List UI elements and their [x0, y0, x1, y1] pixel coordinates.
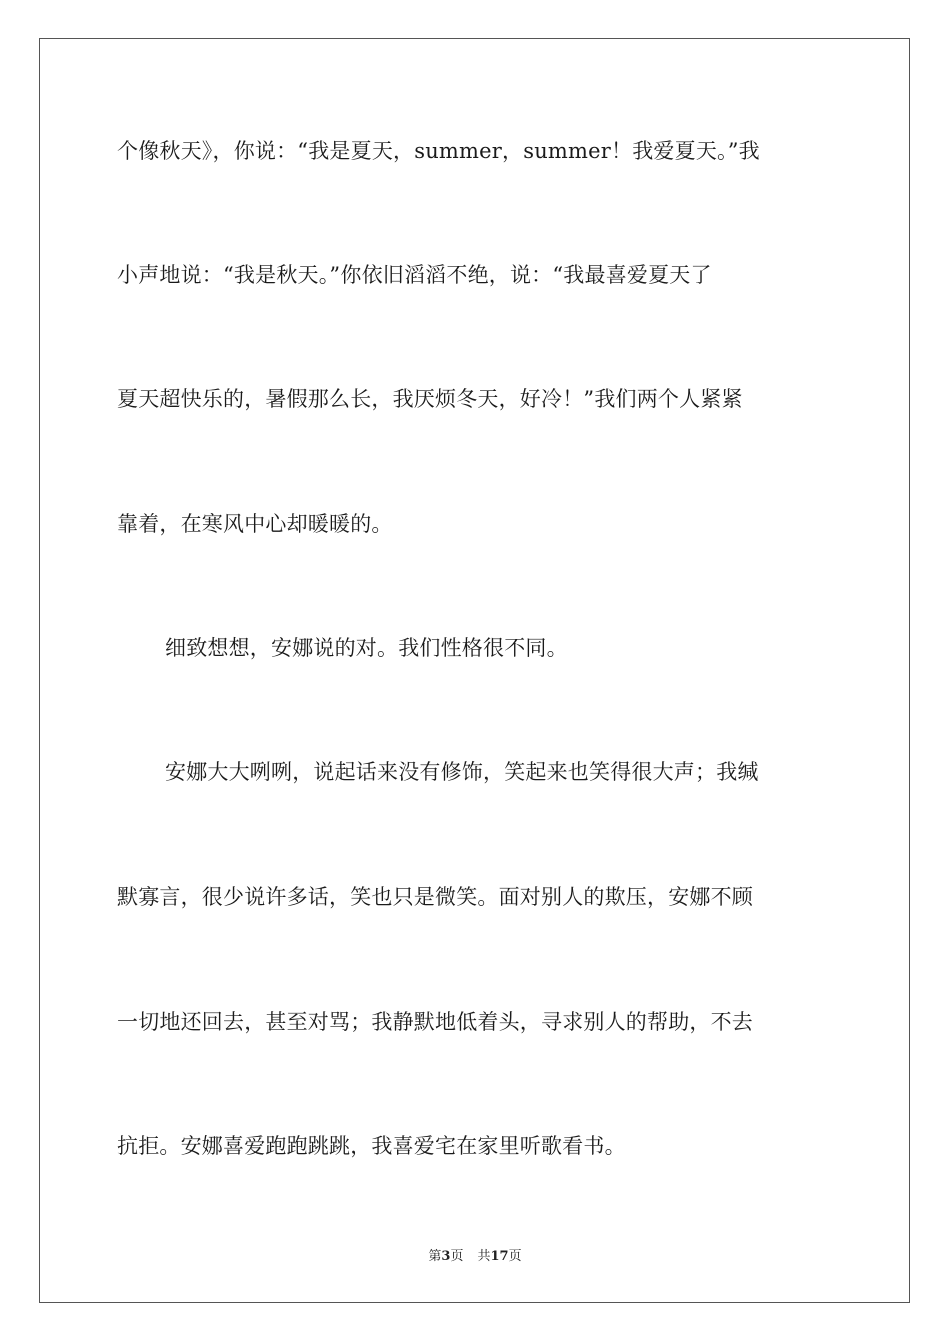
page-border [39, 38, 910, 1303]
paragraph-line-6: 安娜大大咧咧，说起话来没有修饰，笑起来也笑得很大声；我缄 [165, 760, 759, 784]
paragraph-line-9: 抗拒。安娜喜爱跑跑跳跳，我喜爱宅在家里听歌看书。 [117, 1134, 626, 1158]
paragraph-line-3: 夏天超快乐的，暑假那么长，我厌烦冬天，好冷！”我们两个人紧紧 [117, 387, 743, 411]
paragraph-line-8: 一切地还回去，甚至对骂；我静默地低着头，寻求别人的帮助，不去 [117, 1010, 753, 1034]
page-footer [0, 1248, 950, 1266]
page-number: 3 [441, 1249, 451, 1264]
paragraph-line-4: 靠着，在寒风中心却暖暖的。 [117, 512, 393, 536]
total-prefix: 共 [477, 1249, 491, 1264]
page-prefix: 第 [428, 1249, 442, 1264]
paragraph-line-2: 小声地说：“我是秋天。”你依旧滔滔不绝，说：“我最喜爱夏天了 [117, 263, 712, 287]
paragraph-line-1: 个像秋天》，你说：“我是夏天，summer，summer！我爱夏天。”我 [117, 139, 760, 163]
total-suffix: 页 [508, 1249, 522, 1264]
paragraph-line-5: 细致想想，安娜说的对。我们性格很不同。 [165, 636, 568, 660]
page-suffix: 页 [450, 1249, 464, 1264]
total-pages: 17 [490, 1249, 509, 1264]
paragraph-line-7: 默寡言，很少说许多话，笑也只是微笑。面对别人的欺压，安娜不顾 [117, 885, 753, 909]
